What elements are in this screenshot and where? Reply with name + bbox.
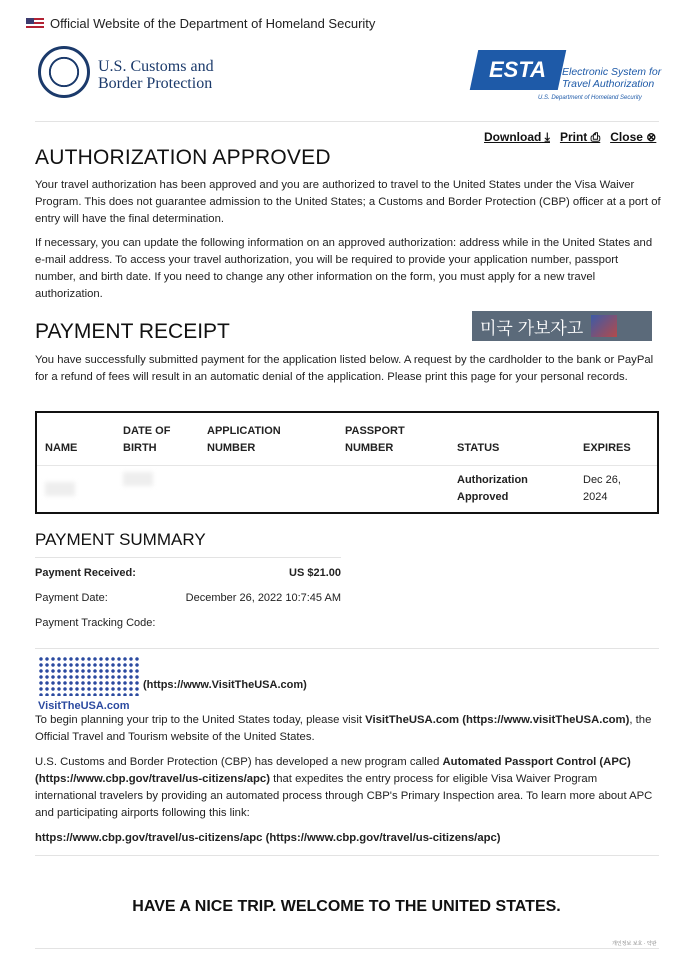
visit-usa-link[interactable]: (https://www.VisitTheUSA.com) bbox=[143, 679, 307, 691]
footer-mark: 개인정보 보호 · 약관 bbox=[612, 941, 657, 947]
esta-line2: Travel Authorization bbox=[562, 78, 655, 90]
watermark-text: 미국 가보자고 bbox=[480, 318, 584, 338]
header-divider bbox=[35, 121, 659, 122]
summary-title: PAYMENT SUMMARY bbox=[35, 530, 206, 549]
date-value: December 26, 2022 10:7:45 AM bbox=[185, 592, 341, 604]
expires-value: Dec 26, 2024 bbox=[583, 474, 621, 503]
col-passport-label: PASSPORT NUMBER bbox=[345, 425, 405, 454]
download-link[interactable]: Download ⤓ bbox=[484, 130, 550, 144]
apc-link[interactable]: https://www.cbp.gov/travel/us-citizens/apc (https://www.cbp.gov/travel/us-citizens/apc) bbox=[35, 832, 501, 844]
col-expires: EXPIRES bbox=[575, 412, 658, 466]
col-status: STATUS bbox=[449, 412, 575, 466]
application-table bbox=[35, 411, 659, 514]
dhs-seal-logo bbox=[38, 46, 90, 98]
apc-p-c: that expedites the entry process for eligible Visa Waiver Program international travelers by providing an automated process through CBP's Primary Inspection area. To learn more about APC and participating airports following this link: bbox=[35, 773, 653, 819]
tracking-label: Payment Tracking Code: bbox=[35, 617, 156, 629]
watermark-badge bbox=[472, 311, 652, 341]
apc-p-a: U.S. Customs and Border Protection (CBP) has developed a new program called bbox=[35, 756, 443, 768]
official-text: Official Website of the Department of Homeland Security bbox=[50, 16, 376, 31]
visit-usa-label: VisitTheUSA.com bbox=[38, 700, 130, 712]
apc-paragraph bbox=[35, 754, 661, 822]
col-app-number bbox=[199, 412, 337, 466]
visit-divider bbox=[35, 648, 659, 649]
redacted-name bbox=[45, 482, 75, 496]
payment-date-row bbox=[35, 592, 341, 604]
watermark-image-icon bbox=[591, 315, 617, 337]
closing-divider bbox=[35, 855, 659, 856]
closing-message: HAVE A NICE TRIP. WELCOME TO THE UNITED STATES. bbox=[132, 898, 561, 915]
cell-app-number bbox=[199, 466, 337, 514]
col-dob bbox=[115, 412, 199, 466]
payment-received-row bbox=[35, 567, 341, 579]
print-link[interactable]: Print ⎙ bbox=[559, 130, 601, 144]
cbp-line2: Border Protection bbox=[98, 75, 213, 92]
approval-paragraph-1: Your travel authorization has been approved and you are authorized to travel to the United States under the Visa Waiver Program. This does not guarantee admission to the United States; a Customs and Border Protection (CBP) officer at a port of entry will have the final determination. bbox=[35, 179, 661, 225]
col-dob-label: DATE OF BIRTH bbox=[123, 425, 171, 454]
redacted-dob bbox=[123, 472, 153, 486]
summary-divider bbox=[35, 557, 341, 558]
cbp-line1: U.S. Customs and bbox=[98, 58, 214, 75]
received-label: Payment Received: bbox=[35, 567, 136, 579]
esta-logo bbox=[470, 50, 567, 90]
print-label: Print bbox=[559, 130, 588, 144]
visit-p1-a: To begin planning your trip to the United States today, please visit bbox=[35, 714, 366, 726]
visit-p1-c: , the Official Travel and Tourism website of the United States. bbox=[35, 714, 652, 743]
visit-p1-link[interactable]: VisitTheUSA.com (https://www.visitTheUSA.com) bbox=[365, 714, 630, 726]
close-label: Close bbox=[610, 130, 643, 144]
tracking-row bbox=[35, 617, 341, 629]
esta-sub: U.S. Department of Homeland Security bbox=[538, 95, 642, 101]
us-flag-icon bbox=[26, 18, 44, 30]
toolbar bbox=[484, 130, 656, 145]
cell-passport bbox=[337, 466, 449, 514]
col-name: NAME bbox=[36, 412, 115, 466]
esta-tagline bbox=[562, 66, 661, 90]
cell-dob bbox=[115, 466, 199, 514]
cell-name bbox=[36, 466, 115, 514]
received-value: US $21.00 bbox=[289, 567, 341, 579]
visit-paragraph bbox=[35, 712, 661, 746]
footer-divider bbox=[35, 948, 659, 949]
visit-usa-logo bbox=[38, 656, 140, 696]
receipt-title: PAYMENT RECEIPT bbox=[35, 320, 230, 343]
col-app-label: APPLICATION NUMBER bbox=[207, 425, 281, 454]
status-value: Authorization Approved bbox=[457, 474, 528, 503]
close-link[interactable]: Close ⊗ bbox=[610, 130, 657, 144]
table-header-row bbox=[36, 412, 658, 466]
col-passport bbox=[337, 412, 449, 466]
download-label: Download bbox=[484, 130, 542, 144]
apc-p-link[interactable]: Automated Passport Control (APC) (https://www.cbp.gov/travel/us-citizens/apc) bbox=[35, 756, 631, 785]
approval-title: AUTHORIZATION APPROVED bbox=[35, 146, 331, 169]
esta-logo-text: ESTA bbox=[489, 57, 547, 82]
official-banner bbox=[26, 16, 375, 31]
table-row bbox=[36, 466, 658, 514]
approval-paragraph-2: If necessary, you can update the following information on an approved authorization: address while in the United States and e-mail address. To access your travel authorization, you will be required to provide your application number, passport number, and birth date. If you need to change any other information on the form, you must apply for a new travel authorization. bbox=[35, 237, 653, 300]
cell-expires bbox=[575, 466, 658, 514]
date-label: Payment Date: bbox=[35, 592, 108, 604]
cbp-wordmark bbox=[98, 58, 214, 92]
receipt-paragraph: You have successfully submitted payment for the application listed below. A request by the cardholder to the bank or PayPal for a refund of fees will result in an automatic denial of the application. Please print this page for your personal records. bbox=[35, 354, 654, 383]
esta-line1: Electronic System for bbox=[562, 66, 662, 78]
cell-status bbox=[449, 466, 575, 514]
